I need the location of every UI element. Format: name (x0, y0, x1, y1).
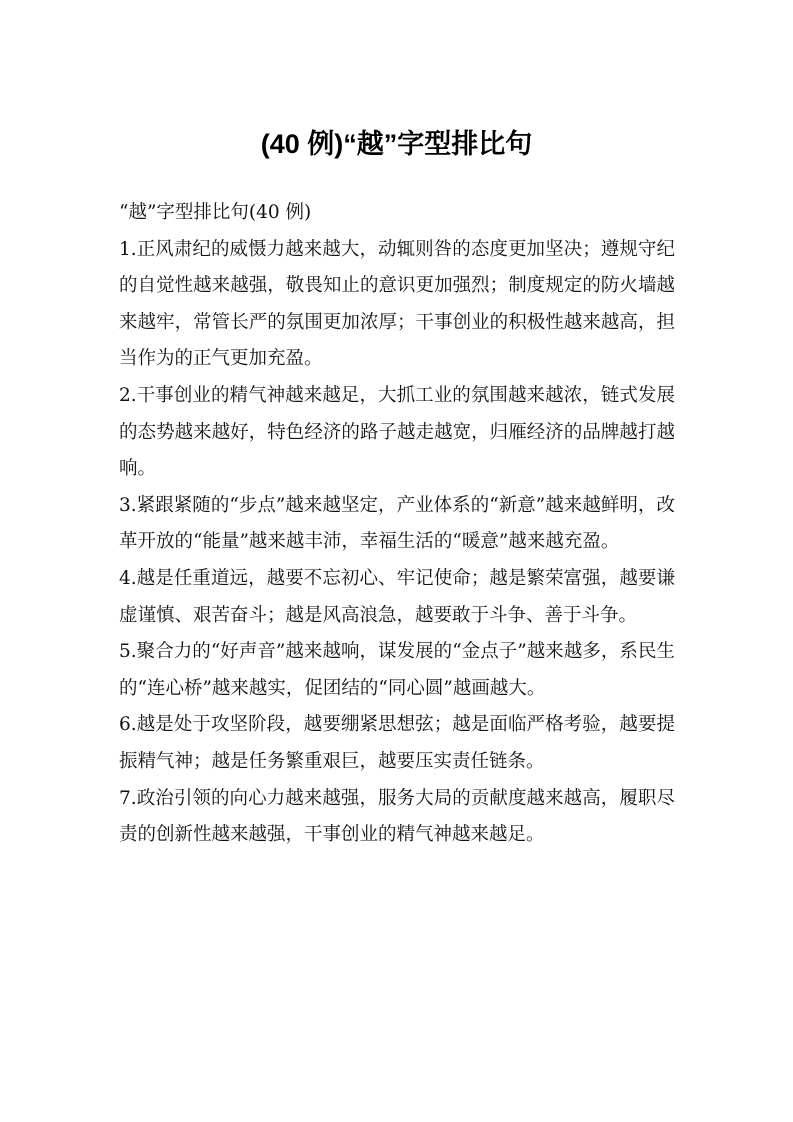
document-body (119, 195, 675, 854)
paragraph-7: 7.政治引领的向心力越来越强，服务大局的贡献度越来越高，履职尽责的创新性越来越强，干事创业的精气神越来越足。 (119, 787, 675, 846)
paragraph-5: 5.聚合力的“好声音”越来越响，谋发展的“金点子”越来越多，系民生的“连心桥”越来越实，促团结的“同心圆”越画越大。 (119, 641, 675, 699)
paragraph-3: 3.紧跟紧随的“步点”越来越坚定，产业体系的“新意”越来越鲜明，改革开放的“能量”越来越丰沛，幸福生活的“暖意”越来越充盈。 (119, 494, 675, 553)
paragraph-1: 1.正风肃纪的威慑力越来越大，动辄则咎的态度更加坚决；遵规守纪的自觉性越来越强，敬畏知止的意识更加强烈；制度规定的防火墙越来越牢，常管长严的氛围更加浓厚；干事创业的积极性越来越高，担当作为的正气更加充盈。 (119, 238, 675, 370)
paragraph-6: 6.越是处于攻坚阶段，越要绷紧思想弦；越是面临严格考验，越要提振精气神；越是任务繁重艰巨，越要压实责任链条。 (119, 714, 675, 772)
paragraph-2: 2.干事创业的精气神越来越足，大抓工业的氛围越来越浓，链式发展的态势越来越好，特色经济的路子越走越宽，归雁经济的品牌越打越响。 (119, 384, 675, 480)
subtitle: “越”字型排比句(40 例) (119, 202, 312, 223)
paragraph-4: 4.越是任重道远，越要不忘初心、牢记使命；越是繁荣富强，越要谦虚谨慎、艰苦奋斗；越是风高浪急，越要敢于斗争、善于斗争。 (119, 567, 675, 626)
document-title: (40 例)“越”字型排比句 (260, 129, 533, 159)
